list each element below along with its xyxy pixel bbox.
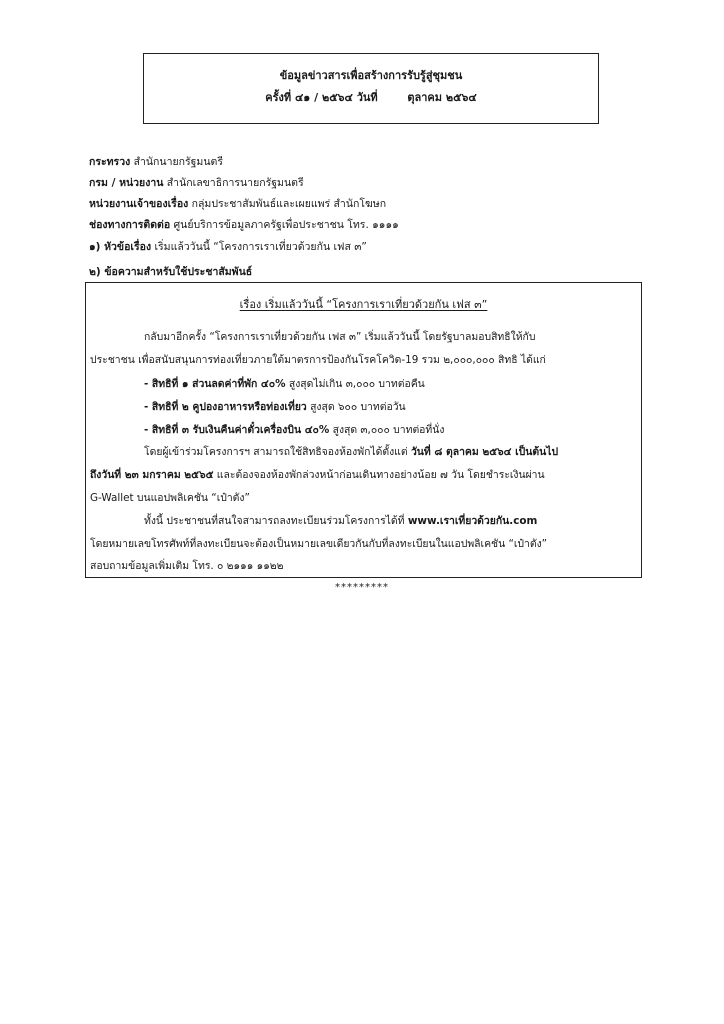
department-label: กรม / หน่วยงาน [89, 177, 164, 189]
contact-label: ช่องทางการติดต่อ [89, 219, 171, 231]
right-item-2-title: - สิทธิที่ ๒ คูปองอาหารหรือท่องเที่ยว [144, 401, 307, 413]
contact-row [89, 216, 399, 233]
paragraph-3-line-3: สอบถามข้อมูลเพิ่มเติม โทร. ๐ ๒๑๑๑ ๑๑๒๒ [90, 560, 284, 572]
paragraph-3-line-2: โดยหมายเลขโทรศัพท์ที่ลงทะเบียนจะต้องเป็นหมายเลขเดียวกันกับที่ลงทะเบียนในแอปพลิเคชัน “เป๋าตัง” [90, 538, 548, 550]
department-value: สำนักเลขาธิการนายกรัฐมนตรี [166, 177, 304, 189]
section-2 [89, 263, 252, 280]
section-2-label: ๒) ข้อความสำหรับใช้ประชาสัมพันธ์ [89, 266, 253, 278]
paragraph-3-line-1 [144, 512, 537, 529]
right-item-3 [144, 421, 444, 438]
issue-month-year: ตุลาคม ๒๕๖๔ [407, 91, 477, 104]
booking-end-date: ถึงวันที่ ๒๓ มกราคม ๒๕๖๕ [90, 469, 214, 481]
owner-label: หน่วยงานเจ้าของเรื่อง [89, 198, 189, 210]
section-1-label: ๑) หัวข้อเรื่อง [89, 241, 152, 253]
owner-value: กลุ่มประชาสัมพันธ์และเผยแพร่ สำนักโฆษก [191, 198, 387, 210]
issue-date-label: วันที่ [356, 91, 378, 104]
announcement-title: เรื่อง เริ่มแล้ววันนี้ “โครงการเราเที่ยวด้วยกัน เฟส ๓” [239, 298, 488, 311]
ministry-label: กระทรวง [89, 156, 131, 168]
header-box [143, 53, 599, 124]
end-marker: ********* [335, 582, 389, 593]
section-1-value: เริ่มแล้ววันนี้ “โครงการเราเที่ยวด้วยกัน เฟส ๓” [154, 241, 367, 253]
issue-number: ครั้งที่ ๔๑ / ๒๕๖๔ [265, 91, 353, 104]
right-item-1-title: - สิทธิที่ ๑ ส่วนลดค่าที่พัก ๔๐% [144, 378, 286, 390]
right-item-3-title: - สิทธิที่ ๓ รับเงินคืนค่าตั๋วเครื่องบิน ๔๐% [144, 424, 330, 436]
header-title: ข้อมูลข่าวสารเพื่อสร้างการรับรู้สู่ชุมชน [279, 69, 463, 82]
right-item-2 [144, 398, 406, 415]
paragraph-1-line-2: ประชาชน เพื่อสนับสนุนการท่องเที่ยวภายใต้มาตรการป้องกันโรคโควิด-19 รวม ๒,๐๐๐,๐๐๐ สิทธิ ได้แก่ [90, 354, 546, 366]
announcement-box [85, 282, 642, 578]
booking-condition: และต้องจองห้องพักล่วงหน้าก่อนเดินทางอย่างน้อย ๗ วัน โดยชำระเงินผ่าน [213, 469, 545, 481]
right-item-3-detail: สูงสุด ๓,๐๐๐ บาทต่อที่นั่ง [329, 424, 445, 436]
right-item-1-detail: สูงสุดไม่เกิน ๓,๐๐๐ บาทต่อคืน [285, 378, 425, 390]
ministry-row [89, 153, 223, 170]
section-1 [89, 238, 367, 255]
booking-start-date: วันที่ ๘ ตุลาคม ๒๕๖๔ เป็นต้นไป [410, 446, 559, 458]
ministry-value: สำนักนายกรัฐมนตรี [133, 156, 223, 168]
registration-url[interactable]: www.เราเที่ยวด้วยกัน.com [407, 515, 538, 527]
right-item-1 [144, 375, 425, 392]
paragraph-1-line-1: กลับมาอีกครั้ง “โครงการเราเที่ยวด้วยกัน เฟส ๓” เริ่มแล้ววันนี้ โดยรัฐบาลมอบสิทธิให้กับ [144, 331, 536, 343]
owner-row [89, 195, 386, 212]
right-item-2-detail: สูงสุด ๖๐๐ บาทต่อวัน [306, 401, 406, 413]
paragraph-2-intro: โดยผู้เข้าร่วมโครงการฯ สามารถใช้สิทธิจองห้องพักได้ตั้งแต่ [144, 446, 411, 458]
department-row [89, 174, 304, 191]
paragraph-2-line-1 [144, 443, 558, 460]
paragraph-2-line-2 [90, 466, 545, 483]
header-issue-line [144, 88, 598, 106]
contact-value: ศูนย์บริการข้อมูลภาครัฐเพื่อประชาชน โทร. ๑๑๑๑ [173, 219, 399, 231]
paragraph-2-line-3: G-Wallet บนแอปพลิเคชัน “เป๋าตัง” [90, 492, 250, 504]
registration-intro: ทั้งนี้ ประชาชนที่สนใจสามารถลงทะเบียนร่วมโครงการได้ที่ [144, 515, 408, 527]
